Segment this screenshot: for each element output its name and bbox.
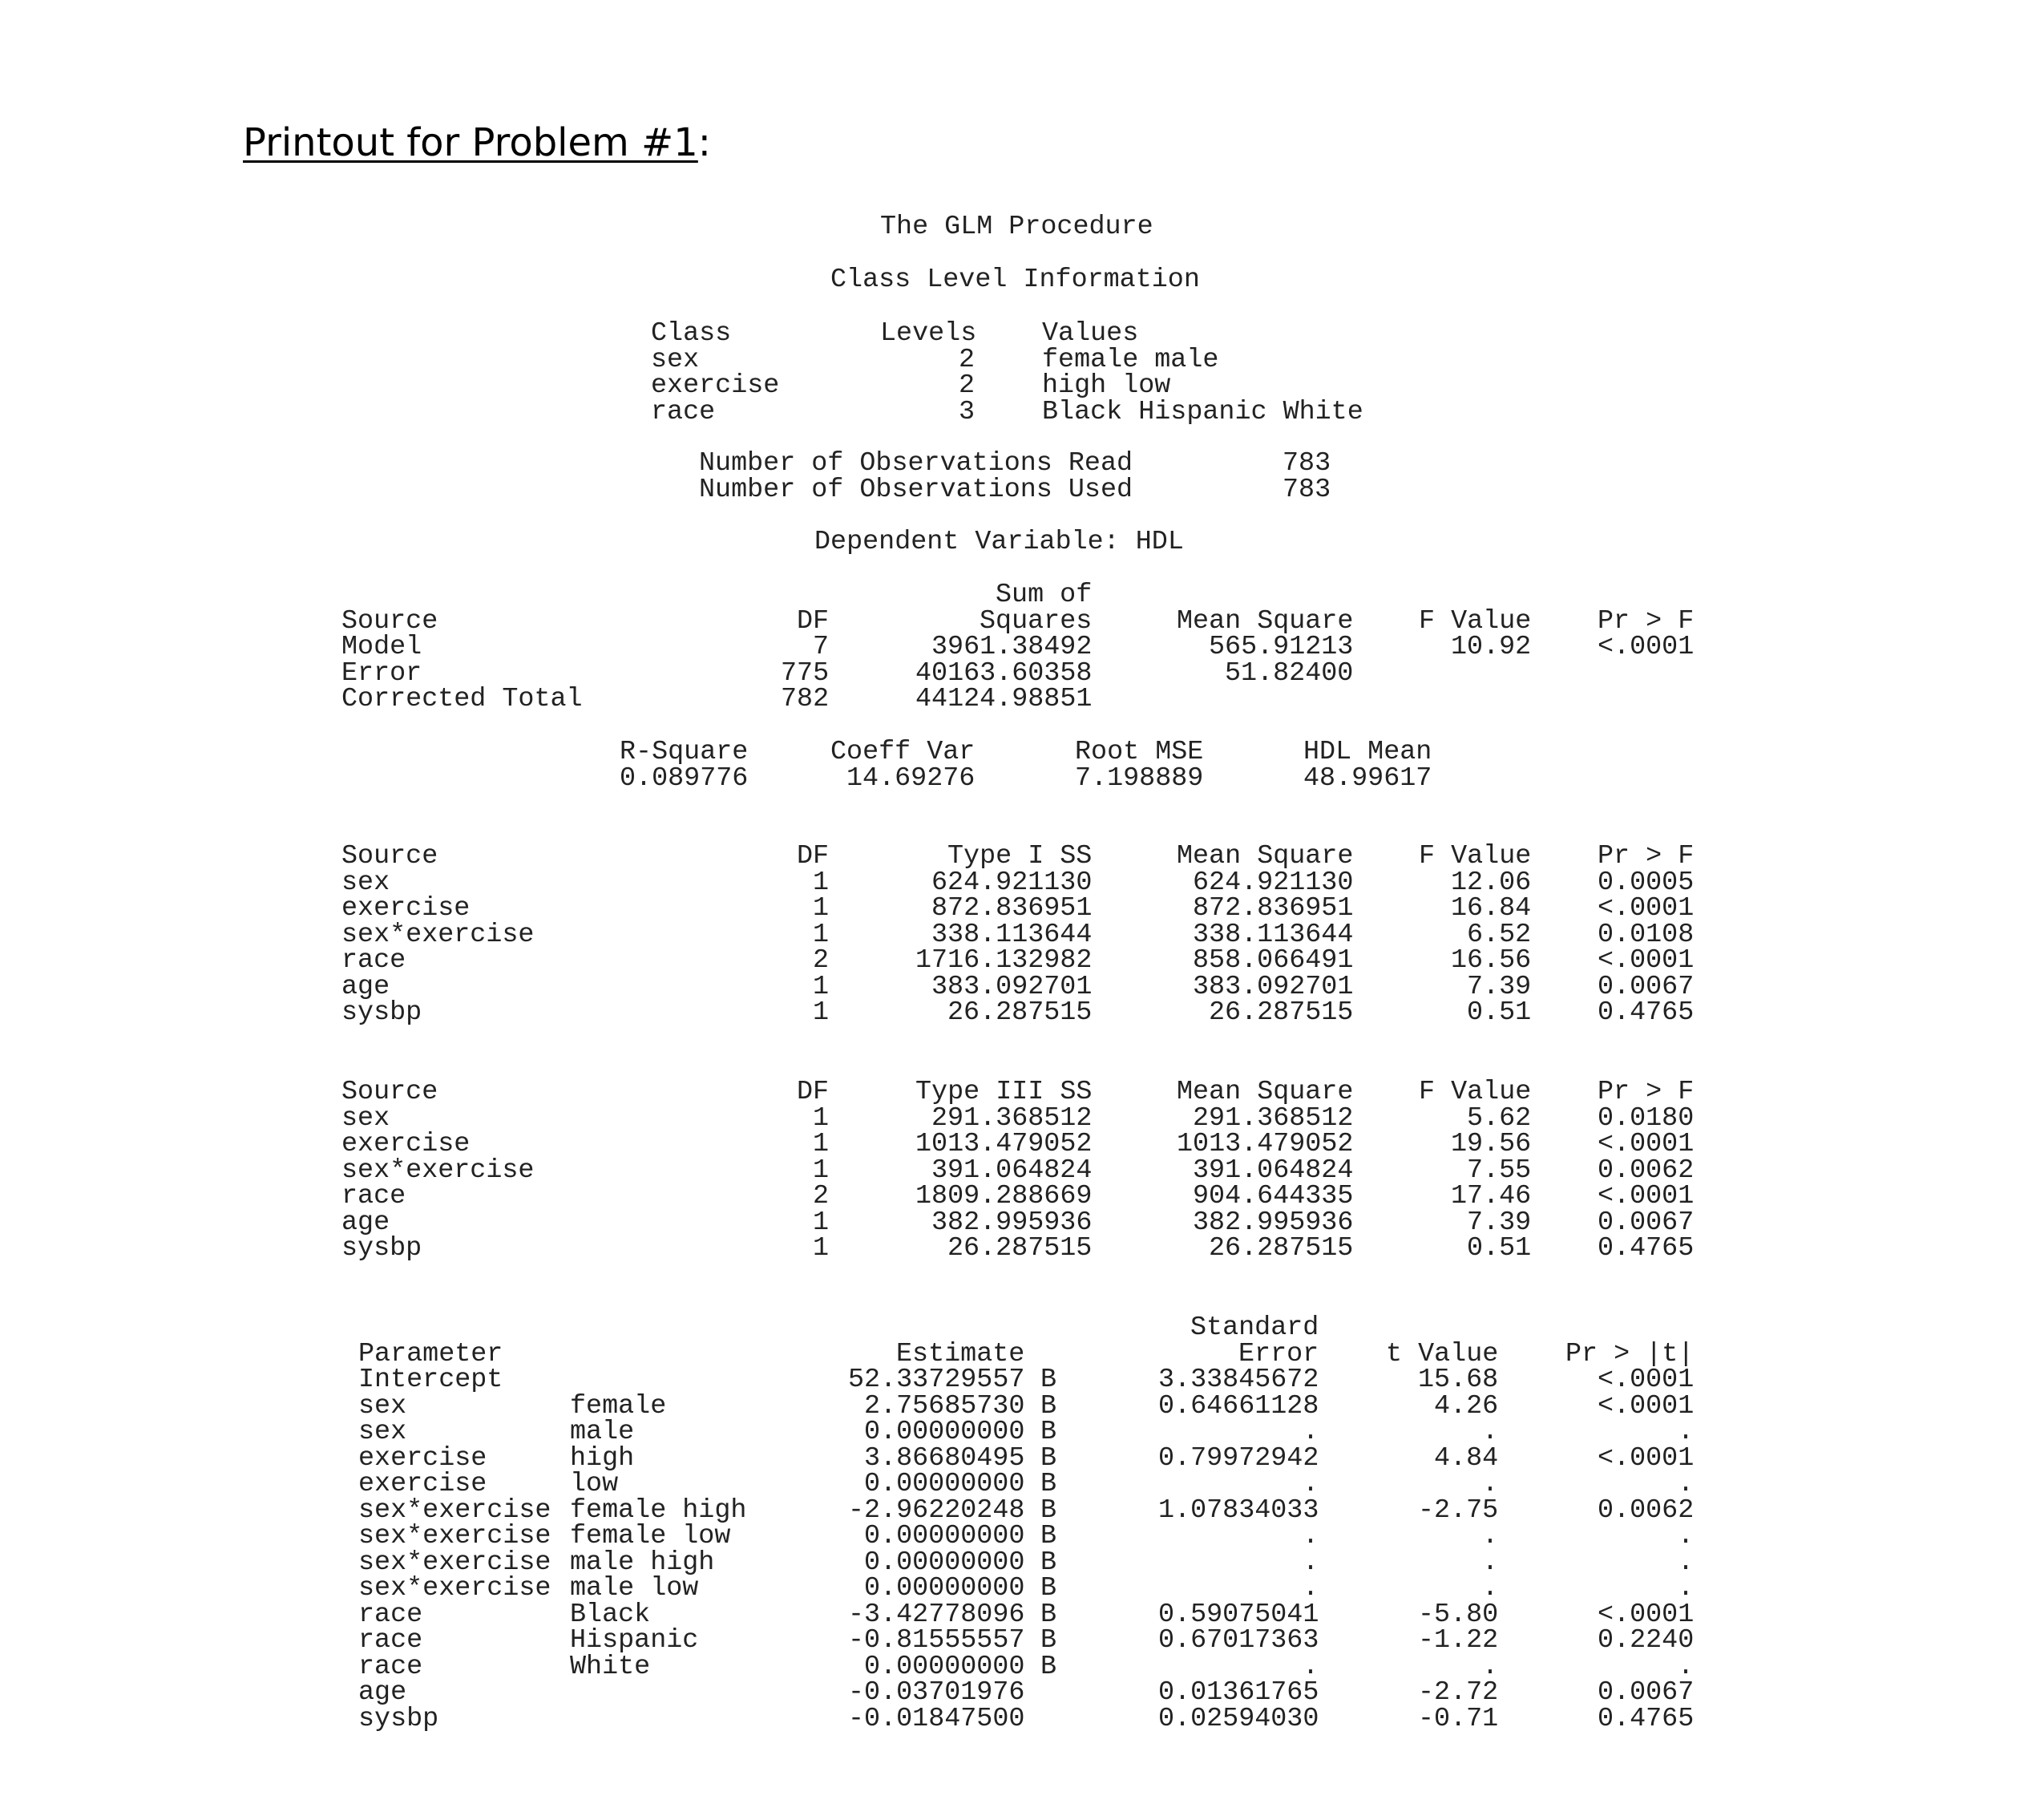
page-heading	[243, 119, 711, 167]
f-value-cell: 0.51	[1467, 997, 1532, 1028]
estimability-flag: B	[1040, 1573, 1057, 1604]
t-value-cell: .	[1482, 1573, 1499, 1604]
observations-value: 783	[1283, 474, 1331, 505]
p-value-header: Pr > F	[1598, 1077, 1695, 1107]
f-value-header: F Value	[1419, 841, 1532, 872]
level-cell: high	[570, 1442, 635, 1474]
se-cell: 1.07834033	[1158, 1495, 1319, 1526]
parameter-cell: sex*exercise	[358, 1521, 551, 1551]
p-value-cell: 0.0067	[1598, 1677, 1695, 1708]
ss-cell: 1013.479052	[915, 1129, 1093, 1159]
mean-header: HDL Mean	[1303, 737, 1432, 767]
source-cell: Corrected Total	[341, 684, 583, 714]
p-value-cell: <.0001	[1598, 1599, 1695, 1630]
class-values: female male	[1042, 344, 1219, 375]
level-cell: Hispanic	[570, 1625, 699, 1656]
t-value-cell: 15.68	[1418, 1365, 1499, 1395]
f-value-cell: 19.56	[1451, 1129, 1532, 1159]
level-cell: female low	[570, 1521, 731, 1551]
values-header: Values	[1042, 318, 1139, 349]
procedure-title: The GLM Procedure	[880, 212, 1153, 242]
ss-cell: 3961.38492	[931, 632, 1093, 662]
ms-cell: 565.91213	[1209, 632, 1354, 662]
df-cell: 1	[813, 971, 830, 1002]
source-cell: sex*exercise	[341, 919, 535, 950]
estimate-cell: 0.00000000	[864, 1573, 1025, 1604]
p-value-cell: <.0001	[1598, 632, 1695, 662]
f-value-cell: 7.39	[1467, 1207, 1532, 1238]
estimability-flag: B	[1040, 1495, 1057, 1526]
cv-value: 14.69276	[846, 762, 976, 794]
se-cell: 0.79972942	[1158, 1442, 1319, 1474]
se-cell: 3.33845672	[1158, 1365, 1319, 1395]
parameter-cell: sex*exercise	[358, 1547, 551, 1578]
source-cell: age	[341, 971, 390, 1002]
se-cell: .	[1303, 1469, 1319, 1499]
level-cell: White	[570, 1651, 651, 1682]
t-value-cell: 4.26	[1434, 1390, 1499, 1422]
p-value-cell: 0.0062	[1598, 1155, 1695, 1186]
p-value-cell: 0.0180	[1598, 1102, 1695, 1134]
df-cell: 1	[813, 1155, 830, 1186]
level-cell: male low	[570, 1573, 699, 1604]
class-levels: 2	[959, 344, 976, 375]
rsq-value: 0.089776	[620, 762, 749, 794]
estimate-cell: 52.33729557	[848, 1365, 1025, 1395]
level-cell: Black	[570, 1599, 651, 1630]
ms-cell: 26.287515	[1209, 1233, 1354, 1264]
t-value-cell: -0.71	[1418, 1703, 1499, 1734]
level-cell: female high	[570, 1495, 747, 1526]
df-cell: 1	[813, 867, 830, 898]
ss-cell: 40163.60358	[915, 657, 1093, 689]
df-cell: 2	[813, 945, 830, 976]
se-cell: 0.02594030	[1158, 1703, 1319, 1734]
ms-cell: 858.066491	[1193, 945, 1354, 976]
p-value-cell: 0.0005	[1598, 867, 1695, 898]
observations-label: Number of Observations Used	[699, 474, 1133, 505]
f-value-cell: 7.39	[1467, 971, 1532, 1002]
levels-header: Levels	[880, 318, 977, 349]
estimate-cell: -3.42778096	[848, 1599, 1025, 1630]
ms-header: Mean Square	[1177, 1077, 1354, 1107]
parameter-cell: race	[358, 1625, 423, 1656]
heading-colon: :	[697, 120, 711, 165]
class-name: exercise	[651, 370, 780, 401]
se-cell: .	[1303, 1547, 1319, 1578]
df-cell: 1	[813, 893, 830, 924]
df-header: DF	[797, 841, 830, 872]
level-cell: male high	[570, 1547, 715, 1578]
ms-cell: 291.368512	[1193, 1102, 1354, 1134]
f-value-cell: 5.62	[1467, 1102, 1532, 1134]
class-name: sex	[651, 344, 700, 375]
ms-header: Mean Square	[1177, 841, 1354, 872]
f-value-cell: 6.52	[1467, 919, 1532, 950]
source-cell: exercise	[341, 1129, 471, 1159]
t-value-cell: -1.22	[1418, 1625, 1499, 1656]
p-value-cell: <.0001	[1598, 1129, 1695, 1159]
t-value-cell: .	[1482, 1417, 1499, 1447]
f-value-cell: 16.56	[1451, 945, 1532, 976]
estimate-header: Estimate	[896, 1338, 1025, 1369]
source-cell: race	[341, 1181, 406, 1211]
source-cell: sysbp	[341, 1233, 422, 1264]
se-cell: 0.01361765	[1158, 1677, 1319, 1708]
class-header: Class	[651, 318, 732, 349]
class-levels: 3	[959, 396, 976, 427]
ms-cell: 391.064824	[1193, 1155, 1354, 1186]
f-value-header: F Value	[1419, 605, 1532, 637]
level-cell: low	[570, 1469, 619, 1499]
estimability-flag: B	[1040, 1469, 1057, 1499]
source-cell: sex	[341, 1102, 390, 1134]
ms-cell: 624.921130	[1193, 867, 1354, 898]
f-value-cell: 12.06	[1451, 867, 1532, 898]
parameter-cell: age	[358, 1677, 407, 1708]
source-cell: sex*exercise	[341, 1155, 535, 1186]
t-value-cell: -5.80	[1418, 1599, 1499, 1630]
ss-header: Type I SS	[947, 841, 1093, 872]
p-value-cell: <.0001	[1598, 1390, 1695, 1422]
p-value-cell: 0.4765	[1598, 1703, 1695, 1734]
parameter-cell: sex*exercise	[358, 1573, 551, 1604]
estimate-cell: 0.00000000	[864, 1547, 1025, 1578]
t-value-header: t Value	[1386, 1338, 1499, 1369]
parameter-cell: Intercept	[358, 1365, 503, 1395]
estimate-cell: -2.96220248	[848, 1495, 1025, 1526]
se-cell: 0.59075041	[1158, 1599, 1319, 1630]
source-cell: sysbp	[341, 997, 422, 1028]
level-cell: female	[570, 1390, 667, 1422]
t-value-cell: .	[1482, 1547, 1499, 1578]
df-cell: 7	[813, 632, 830, 662]
source-cell: Model	[341, 632, 422, 662]
ss-header: Type III SS	[915, 1077, 1093, 1107]
estimate-cell: 0.00000000	[864, 1417, 1025, 1447]
anova-ss-header-top: Sum of	[996, 580, 1093, 610]
df-cell: 2	[813, 1181, 830, 1211]
source-cell: race	[341, 945, 406, 976]
ms-cell: 872.836951	[1193, 893, 1354, 924]
df-cell: 1	[813, 1233, 830, 1264]
parameter-cell: sex*exercise	[358, 1495, 551, 1526]
parameter-cell: sysbp	[358, 1703, 439, 1734]
t-value-cell: .	[1482, 1469, 1499, 1499]
se-cell: 0.67017363	[1158, 1625, 1319, 1656]
estimate-cell: -0.81555557	[848, 1625, 1025, 1656]
df-cell: 782	[781, 684, 830, 714]
parameter-cell: race	[358, 1599, 423, 1630]
ms-cell: 51.82400	[1225, 657, 1354, 689]
ss-cell: 624.921130	[931, 867, 1093, 898]
df-cell: 775	[781, 657, 830, 689]
heading-text: Printout for Problem #1	[243, 120, 698, 165]
p-value-cell: .	[1678, 1547, 1695, 1578]
ms-header: Mean Square	[1177, 605, 1354, 637]
p-value-cell: 0.2240	[1598, 1625, 1695, 1656]
estimability-flag: B	[1040, 1625, 1057, 1656]
df-cell: 1	[813, 1129, 830, 1159]
ss-cell: 1809.288669	[915, 1181, 1093, 1211]
class-name: race	[651, 396, 716, 427]
ms-cell: 904.644335	[1193, 1181, 1354, 1211]
ms-cell: 26.287515	[1209, 997, 1354, 1028]
p-value-header: Pr > |t|	[1565, 1338, 1695, 1369]
p-value-cell: <.0001	[1598, 893, 1695, 924]
source-cell: Error	[341, 657, 422, 689]
ss-cell: 391.064824	[931, 1155, 1093, 1186]
f-value-cell: 7.55	[1467, 1155, 1532, 1186]
estimability-flag: B	[1040, 1521, 1057, 1551]
df-cell: 1	[813, 997, 830, 1028]
ss-header: Squares	[980, 605, 1093, 637]
source-cell: sex	[341, 867, 390, 898]
estimate-cell: 3.86680495	[864, 1442, 1025, 1474]
p-value-cell: 0.0108	[1598, 919, 1695, 950]
cv-header: Coeff Var	[830, 737, 976, 767]
estimate-cell: 0.00000000	[864, 1469, 1025, 1499]
se-header-top: Standard	[1190, 1313, 1319, 1343]
estimability-flag: B	[1040, 1442, 1057, 1474]
observations-label: Number of Observations Read	[699, 448, 1133, 479]
df-cell: 1	[813, 1102, 830, 1134]
estimability-flag: B	[1040, 1390, 1057, 1422]
parameter-cell: exercise	[358, 1469, 487, 1499]
f-value-header: F Value	[1419, 1077, 1532, 1107]
class-levels: 2	[959, 370, 976, 401]
class-values: high low	[1042, 370, 1171, 401]
ms-cell: 338.113644	[1193, 919, 1354, 950]
source-header: Source	[341, 841, 438, 872]
estimability-flag: B	[1040, 1599, 1057, 1630]
source-header: Source	[341, 1077, 438, 1107]
dependent-variable: Dependent Variable: HDL	[814, 527, 1184, 557]
ss-cell: 26.287515	[947, 997, 1093, 1028]
p-value-cell: <.0001	[1598, 1181, 1695, 1211]
f-value-cell: 16.84	[1451, 893, 1532, 924]
p-value-cell: .	[1678, 1469, 1695, 1499]
p-value-cell: .	[1678, 1651, 1695, 1682]
se-cell: .	[1303, 1417, 1319, 1447]
se-cell: 0.64661128	[1158, 1390, 1319, 1422]
p-value-cell: .	[1678, 1573, 1695, 1604]
p-value-cell: 0.4765	[1598, 997, 1695, 1028]
ms-cell: 383.092701	[1193, 971, 1354, 1002]
class-values: Black Hispanic White	[1042, 396, 1363, 427]
estimate-cell: -0.03701976	[848, 1677, 1025, 1708]
estimate-cell: 0.00000000	[864, 1651, 1025, 1682]
rsq-header: R-Square	[620, 737, 749, 767]
parameter-cell: sex	[358, 1417, 407, 1447]
source-cell: age	[341, 1207, 390, 1238]
mean-value: 48.99617	[1303, 762, 1432, 794]
estimability-flag: B	[1040, 1547, 1057, 1578]
p-value-cell: .	[1678, 1417, 1695, 1447]
ss-cell: 338.113644	[931, 919, 1093, 950]
parameter-cell: sex	[358, 1390, 407, 1422]
p-value-cell: 0.0067	[1598, 1207, 1695, 1238]
estimate-cell: 0.00000000	[864, 1521, 1025, 1551]
t-value-cell: .	[1482, 1521, 1499, 1551]
p-value-header: Pr > F	[1598, 841, 1695, 872]
estimability-flag: B	[1040, 1651, 1057, 1682]
df-header: DF	[797, 1077, 830, 1107]
se-cell: .	[1303, 1521, 1319, 1551]
ss-cell: 383.092701	[931, 971, 1093, 1002]
ss-cell: 872.836951	[931, 893, 1093, 924]
ms-cell: 1013.479052	[1177, 1129, 1354, 1159]
t-value-cell: 4.84	[1434, 1442, 1499, 1474]
ss-cell: 44124.98851	[915, 684, 1093, 714]
t-value-cell: .	[1482, 1651, 1499, 1682]
se-header: Error	[1238, 1338, 1319, 1369]
level-cell: male	[570, 1417, 635, 1447]
ss-cell: 1716.132982	[915, 945, 1093, 976]
estimate-cell: 2.75685730	[864, 1390, 1025, 1422]
p-value-cell: 0.0062	[1598, 1495, 1695, 1526]
p-value-cell: .	[1678, 1521, 1695, 1551]
ms-cell: 382.995936	[1193, 1207, 1354, 1238]
p-value-cell: 0.4765	[1598, 1233, 1695, 1264]
t-value-cell: -2.75	[1418, 1495, 1499, 1526]
estimability-flag: B	[1040, 1417, 1057, 1447]
class-level-title: Class Level Information	[830, 265, 1200, 295]
ss-cell: 26.287515	[947, 1233, 1093, 1264]
ss-cell: 382.995936	[931, 1207, 1093, 1238]
p-value-cell: <.0001	[1598, 1442, 1695, 1474]
source-header: Source	[341, 605, 438, 637]
t-value-cell: -2.72	[1418, 1677, 1499, 1708]
source-cell: exercise	[341, 893, 471, 924]
p-value-cell: <.0001	[1598, 945, 1695, 976]
df-header: DF	[797, 605, 830, 637]
f-value-cell: 17.46	[1451, 1181, 1532, 1211]
p-value-cell: 0.0067	[1598, 971, 1695, 1002]
rmse-value: 7.198889	[1075, 762, 1204, 794]
f-value-cell: 0.51	[1467, 1233, 1532, 1264]
parameter-cell: race	[358, 1651, 423, 1682]
se-cell: .	[1303, 1573, 1319, 1604]
parameter-cell: exercise	[358, 1442, 487, 1474]
ss-cell: 291.368512	[931, 1102, 1093, 1134]
parameter-header: Parameter	[358, 1338, 503, 1369]
p-value-header: Pr > F	[1598, 605, 1695, 637]
p-value-cell: <.0001	[1598, 1365, 1695, 1395]
estimate-cell: -0.01847500	[848, 1703, 1025, 1734]
observations-value: 783	[1283, 448, 1331, 479]
df-cell: 1	[813, 919, 830, 950]
se-cell: .	[1303, 1651, 1319, 1682]
f-value-cell: 10.92	[1451, 632, 1532, 662]
df-cell: 1	[813, 1207, 830, 1238]
estimability-flag: B	[1040, 1365, 1057, 1395]
rmse-header: Root MSE	[1075, 737, 1204, 767]
